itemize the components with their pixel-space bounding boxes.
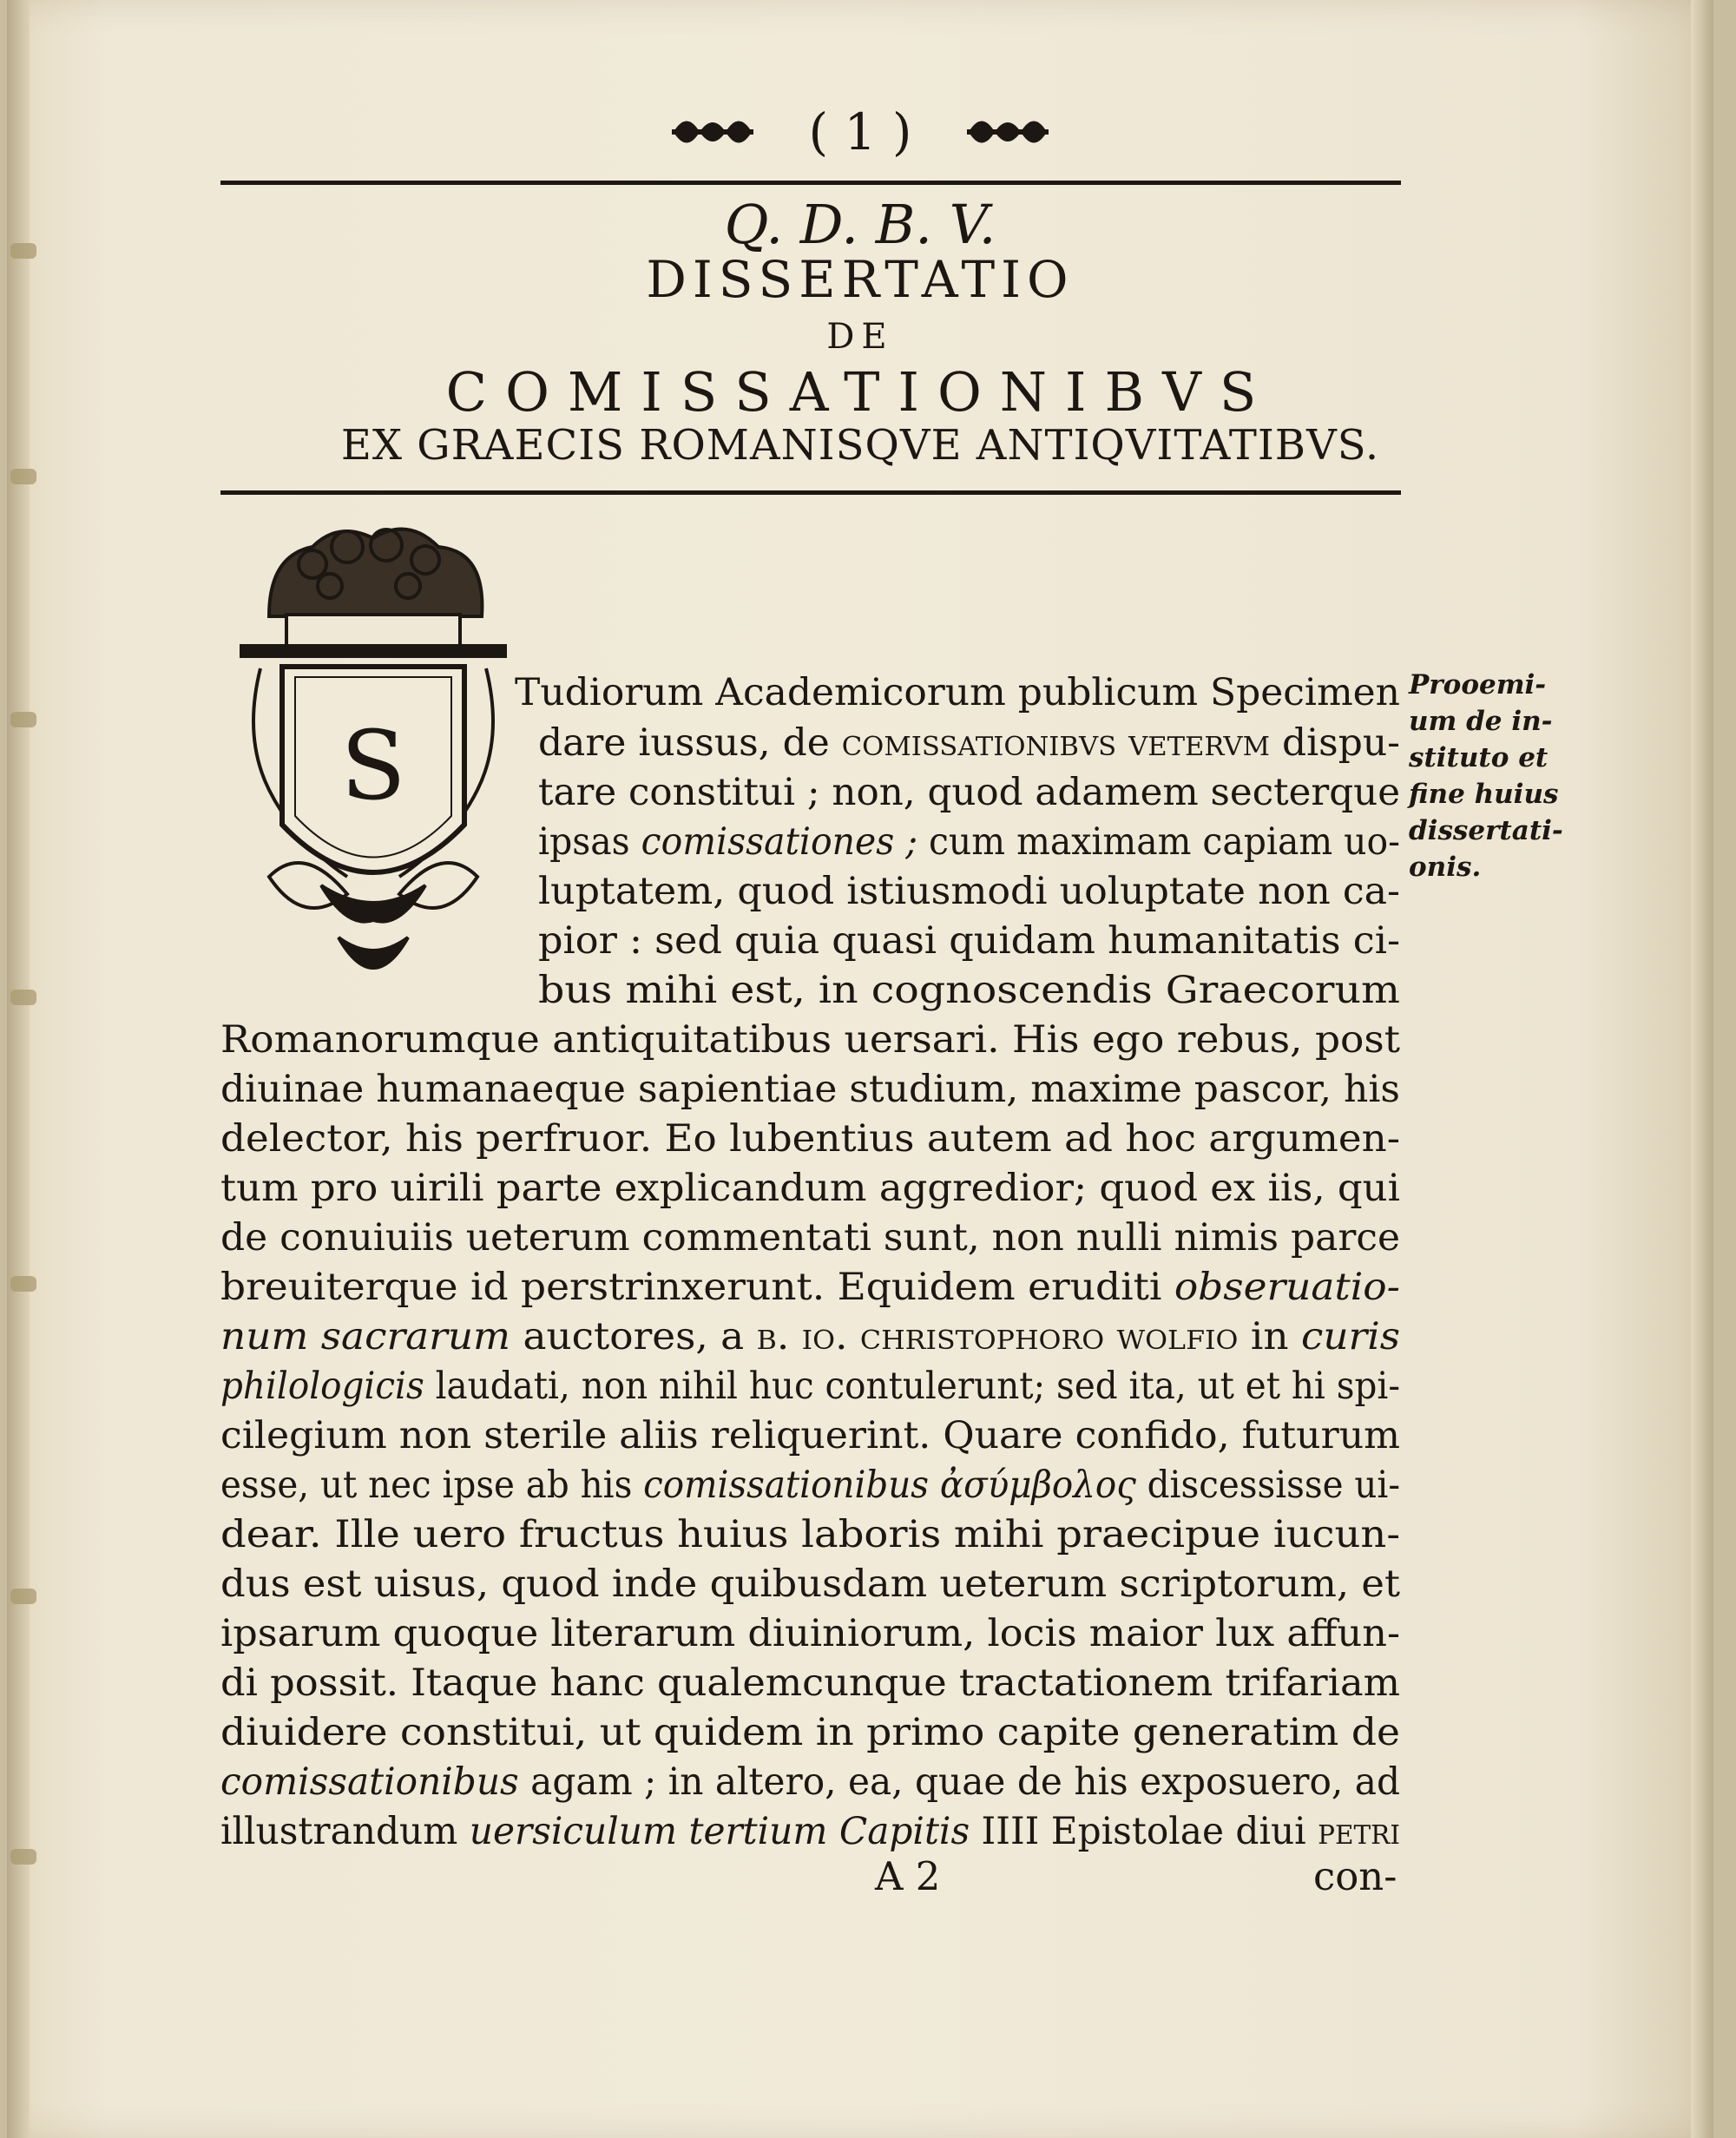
binding-stitch [10,1589,36,1604]
title-subtitle: EX GRAECIS ROMANISQVE ANTIQVITATIBVS. [340,421,1380,470]
text-line: num sacrarum auctores, a b. io. christophoro wolfio in curis [220,1315,1400,1358]
margin-note-line: Prooemi- [1409,669,1547,701]
left-fleuron-icon [665,106,760,158]
book-page [7,0,1713,2138]
text-line: pior : sed quia quasi quidam humanitatis ci- [538,919,1400,963]
text-line: cilegium non sterile aliis reliquerint. Quare confido, futurum [220,1414,1400,1457]
title-de: DE [826,317,894,357]
binding-stitch [10,712,36,727]
text-line: comissationibus agam ; in altero, ea, quae de his exposuero, ad [220,1760,1400,1804]
initial-letter: S [340,710,406,821]
title-rule [220,490,1401,495]
text-line: Tudiorum Academicorum publicum Specimen [515,671,1400,714]
margin-note-line: fine huius [1409,779,1559,810]
text-line: dare iussus, de comissationibvs vetervm dispu- [538,721,1400,765]
catchword: con- [1313,1853,1397,1899]
text-line: ipsarum quoque literarum diuiniorum, locis maior lux affun- [220,1612,1400,1655]
page-number: ( 1 ) [808,102,912,161]
margin-note-line: stituto et [1409,742,1549,773]
text-line: di possit. Itaque hanc qualemcunque tractationem trifariam [220,1661,1400,1705]
right-fleuron-icon [960,106,1055,158]
text-line: tare constitui ; non, quod adamem secterque [538,771,1400,814]
binding-stitch [10,469,36,484]
motto: Q. D. B. V. [724,193,996,256]
margin-note-line: dissertati- [1409,815,1563,846]
text-line: dus est uisus, quod inde quibusdam ueterum scriptorum, et [220,1562,1400,1606]
binding-stitch [10,990,36,1005]
text-line: illustrandum uersiculum tertium Capitis IIII Epistolae diui petri [220,1810,1400,1853]
title-dissertatio: DISSERTATIO [646,250,1075,309]
title-main: COMISSATIONIBVS [445,360,1275,424]
text-line: diuinae humanaeque sapientiae studium, maxime pascor, his [220,1068,1400,1111]
margin-note-line: onis. [1409,852,1482,883]
signature-mark: A 2 [875,1853,941,1899]
text-line: philologicis laudati, non nihil huc contulerunt; sed ita, ut et hi spi- [220,1365,1401,1408]
text-line: breuiterque id perstrinxerunt. Equidem eruditi obseruatio- [220,1266,1400,1309]
text-line: esse, ut nec ipse ab his comissationibus ἀσύμβολος discessisse ui- [220,1464,1400,1507]
running-head [7,102,1713,161]
decorated-initial [234,512,512,998]
binding-stitch [10,1849,36,1865]
binding-stitch [10,1276,36,1292]
text-line: Romanorumque antiquitatibus uersari. His ego rebus, post [220,1018,1400,1062]
text-line: de conuiuiis ueterum commentati sunt, non nulli nimis parce [220,1216,1400,1260]
margin-note-line: um de in- [1409,706,1553,737]
text-line: delector, his perfruor. Eo lubentius autem ad hoc argumen- [220,1117,1400,1161]
top-rule [220,181,1401,185]
text-line: ipsas comissationes ; cum maximam capiam uo- [538,820,1400,864]
text-line: bus mihi est, in cognoscendis Graecorum [538,969,1400,1012]
text-line: dear. Ille uero fructus huius laboris mihi praecipue iucun- [220,1513,1400,1556]
text-line: tum pro uirili parte explicandum aggredior; quod ex iis, qui [220,1167,1400,1210]
text-line: luptatem, quod istiusmodi uoluptate non ca- [538,870,1400,913]
text-line: diuidere constitui, ut quidem in primo capite generatim de [220,1711,1400,1754]
